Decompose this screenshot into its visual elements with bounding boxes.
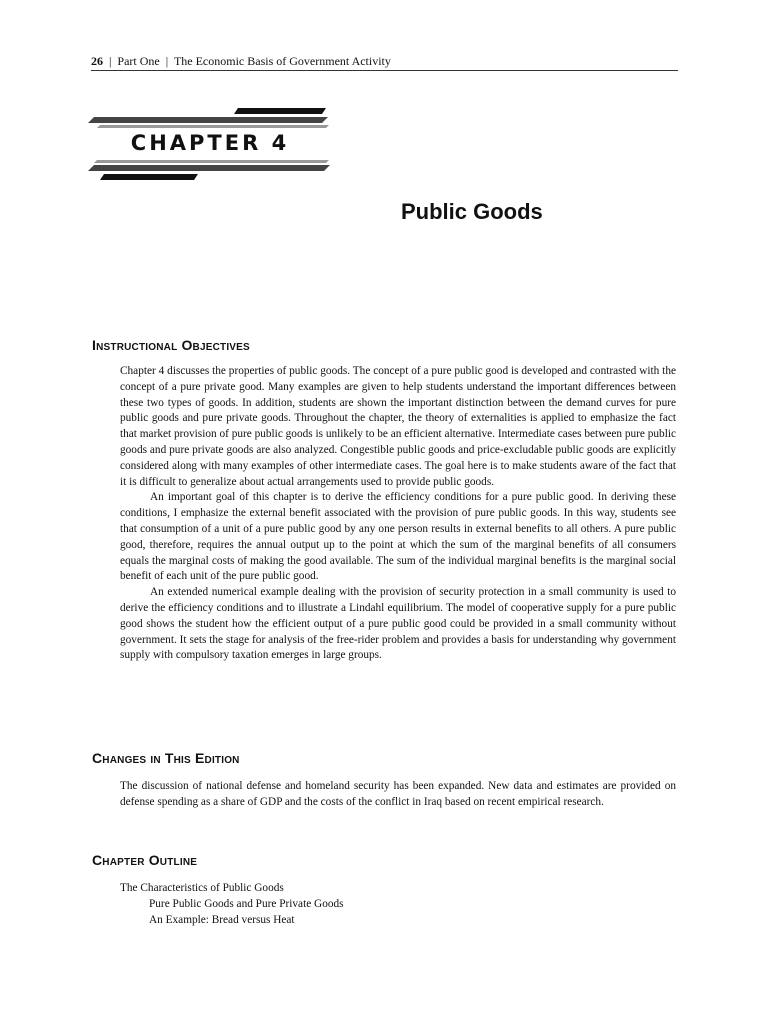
changes-body [120,779,676,811]
paragraph: Chapter 4 discusses the properties of public goods. The concept of a pure public good is developed and contrasted with the concept of a pure private good. Many examples are given to help students understand the important differences between these two types of goods. In addition, students are shown the important distinction between the demand curves for pure public goods and pure private goods. Throughout the chapter, the theory of externalities is applied to emphasize the fact that market provision of pure public goods is unlikely to be an efficient alternative. Intermediate cases between pure public goods and pure private goods are also analyzed. Congestible public goods and price-excludable public goods are explicitly considered along with many examples of other intermediate cases. The goal here is to make students aware of the fact that it is difficult to generalize about actual arrangements used to provide public goods. [120,365,676,488]
section-heading-changes: Changes in This Edition [92,750,240,766]
chapter-title: Public Goods [401,199,543,224]
outline-subitem: An Example: Bread versus Heat [149,913,295,926]
header-part: Part One [117,54,160,68]
section-heading-objectives: Instructional Objectives [92,337,250,353]
running-header [91,54,678,71]
chapter-outline-list [120,881,676,928]
paragraph: The discussion of national defense and homeland security has been expanded. New data and estimates are provided on defense spending as a share of GDP and the costs of the conflict in Iraq based on recent empirical research. [120,780,676,808]
paragraph: An extended numerical example dealing with the provision of security protection in a small community is used to derive the efficiency conditions and to illustrate a Lindahl equilibrium. The model of cooperative supply for a pure public good shows the student how the efficient output of a pure public good could be provided in a small community without government. It sets the stage for analysis of the free-rider problem and provides a basis for understanding why government supply with compulsory taxation emerges in large groups. [120,586,676,662]
outline-subitem: Pure Public Goods and Pure Private Goods [149,897,344,910]
page-number: 26 [91,54,103,68]
outline-item: The Characteristics of Public Goods [120,882,284,894]
objectives-body [120,364,676,664]
header-separator: | [106,54,115,68]
header-separator: | [162,54,172,68]
paragraph: An important goal of this chapter is to derive the efficiency conditions for a pure public good. In deriving these conditions, I emphasize the external benefit associated with the provision of pure public goods. In this way, students see that consumption of a unit of a pure public good by any one person results in external benefits to all others. A pure public good, therefore, requires the annual output up to the point at which the sum of the marginal benefits of all consumers equals the marginal costs of making the good available. The sum of the individual marginal benefits is the marginal social benefit of each unit of the pure public good. [120,491,676,583]
section-heading-outline: Chapter Outline [92,852,198,868]
header-rule [91,70,678,71]
chapter-label: CHAPTER 4 [130,131,290,155]
header-part-title: The Economic Basis of Government Activity [173,54,391,68]
